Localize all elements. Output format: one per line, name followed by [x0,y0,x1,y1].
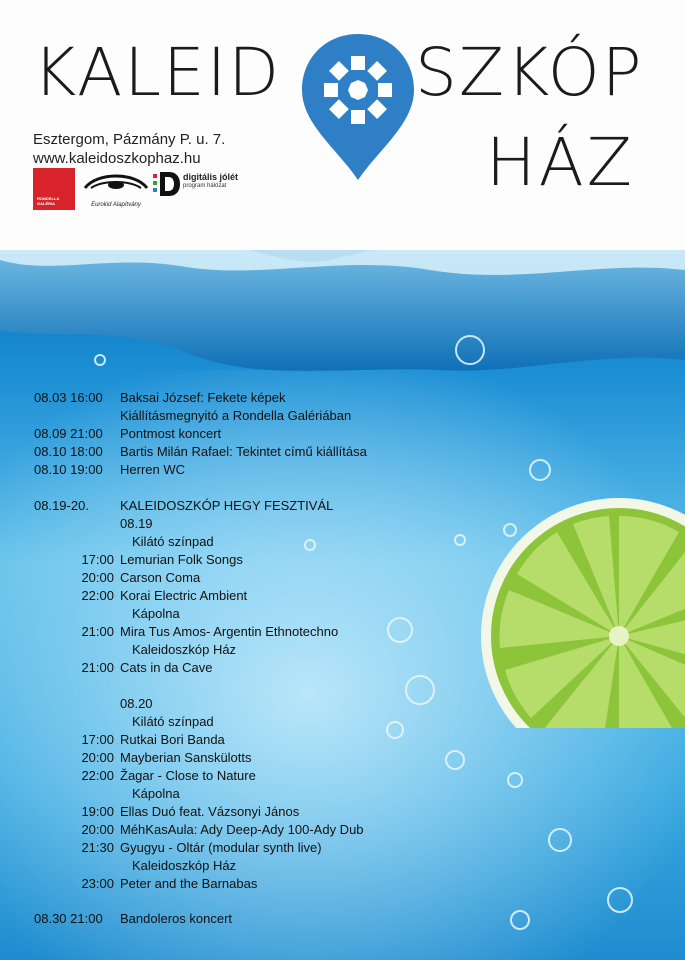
event-title: Carson Coma [120,570,201,585]
event-time: 22:00 [81,588,114,603]
event-title: Peter and the Barnabas [120,876,258,891]
event-time: 17:00 [81,732,114,747]
dj-subtitle: program hálózat [183,183,227,189]
event-time: 19:00 [81,804,114,819]
event-title: Mayberian Sanskülotts [120,750,252,765]
day-heading: 08.20 [120,696,153,711]
event-time: 22:00 [81,768,114,783]
event-time: 08.03 16:00 [34,390,103,405]
event-time: 08.09 21:00 [34,426,103,441]
digitalis-jolet-logo [153,170,263,200]
venue-heading: Kaleidoszkóp Ház [132,858,237,873]
street-address: Esztergom, Pázmány P. u. 7. [33,131,226,148]
event-time: 17:00 [81,552,114,567]
dj-title: digitális jólét [183,172,239,182]
address-block [33,130,225,168]
event-title: Cats in da Cave [120,660,213,675]
event-time: 23:00 [81,876,114,891]
event-time: 08.30 21:00 [34,911,103,926]
event-title: Bandoleros koncert [120,911,233,926]
logo-text-left: KALEID [33,34,282,111]
event-title: Baksai József: Fekete képek [120,390,286,405]
venue-heading: Kápolna [132,786,180,801]
event-time: 20:00 [81,570,114,585]
event-title: Pontmost koncert [120,426,222,441]
rondella-logo [33,168,75,210]
event-title: Gyugyu - Oltár (modular synth live) [120,840,322,855]
venue-heading: Kaleidoszkóp Ház [132,642,237,657]
event-title: Herren WC [120,462,186,477]
event-title: Rutkai Bori Banda [120,732,225,747]
venue-heading: Kápolna [132,606,180,621]
event-title: MéhKasAula: Ady Deep-Ady 100-Ady Dub [120,822,364,837]
event-title: Korai Electric Ambient [120,588,248,603]
event-title: Žagar - Close to Nature [120,768,256,783]
website-link[interactable]: www.kaleidoszkophaz.hu [33,150,201,167]
event-time: 08.10 19:00 [34,462,103,477]
event-title: Bartis Milán Rafael: Tekintet című kiállítása [120,444,367,459]
event-time: 21:00 [81,660,114,675]
day-heading: 08.19 [120,516,153,531]
event-title: Kiállításmegnyitó a Rondella Galériában [120,408,352,423]
eurokid-logo [83,168,149,210]
venue-heading: Kilátó színpad [132,534,214,549]
event-title: Lemurian Folk Songs [120,552,243,567]
eurokid-label: Eurokid Alapítvány [91,202,141,208]
kaleidoscope-pin-icon [298,32,418,182]
eurokid-eye-icon [83,168,149,198]
logo-text-right: SZKÓP [415,34,644,111]
event-time: 20:00 [81,750,114,765]
dj-mark-icon [153,170,181,198]
festival-title: KALEIDOSZKÓP HEGY FESZTIVÁL [120,498,334,513]
event-time: 08.10 18:00 [34,444,103,459]
event-title: Mira Tus Amos- Argentin Ethnotechno [120,624,339,639]
festival-dates: 08.19-20. [34,498,89,513]
event-time: 21:30 [81,840,114,855]
lime-slice [473,498,685,728]
header [0,0,685,250]
event-time: 20:00 [81,822,114,837]
rondella-label: RONDELLA GALÉRIA [37,196,60,206]
event-time: 21:00 [81,624,114,639]
logo-text-bottom: HÁZ [486,124,635,201]
event-title: Ellas Duó feat. Vázsonyi János [120,804,300,819]
venue-heading: Kilátó színpad [132,714,214,729]
